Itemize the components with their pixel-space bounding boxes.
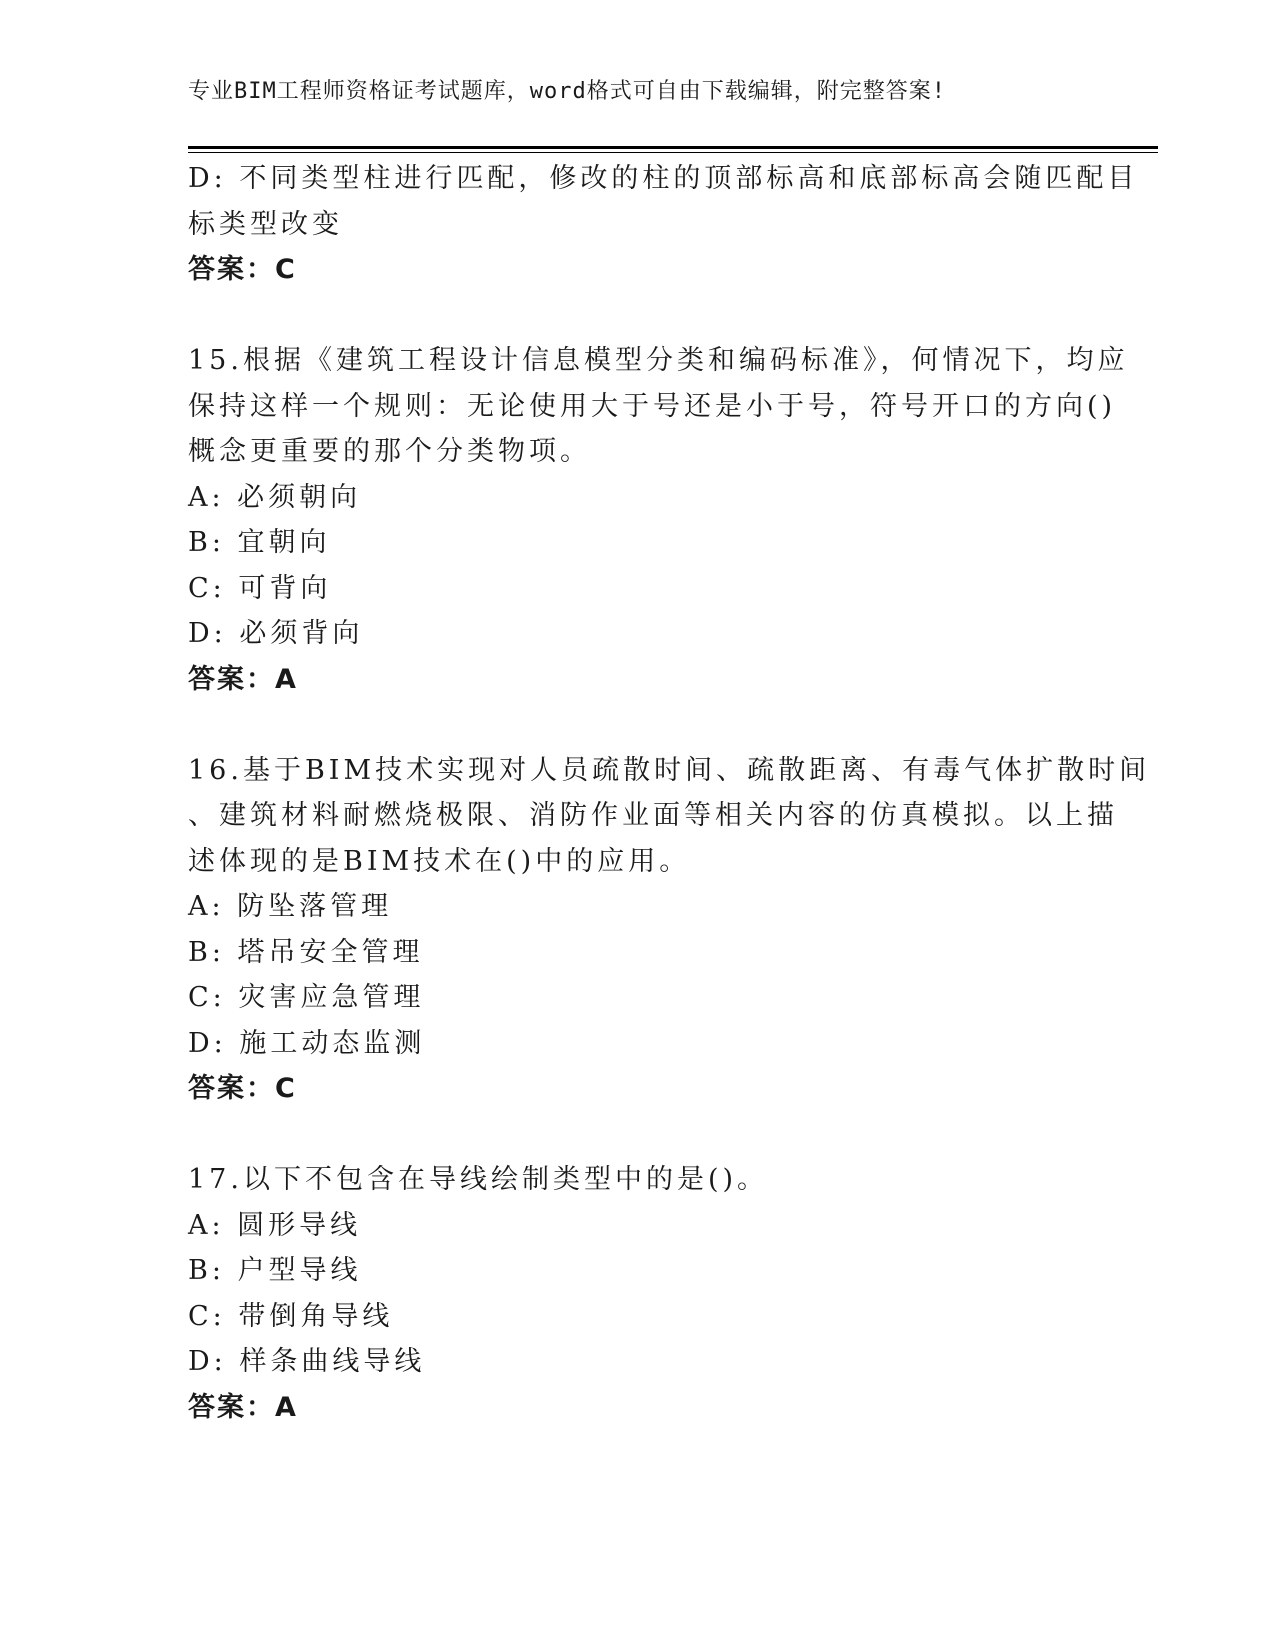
spacer <box>188 1112 1088 1158</box>
option-d: D: 施工动态监测 <box>188 1027 426 1059</box>
spacer <box>188 293 1088 339</box>
spacer <box>188 702 1088 748</box>
question-stem-line: 概念更重要的那个分类物项。 <box>188 436 591 467</box>
question-list <box>188 156 1151 1430</box>
option-b: B: 塔吊安全管理 <box>188 936 424 968</box>
answer-line: 答案：C <box>188 1073 297 1104</box>
answer-line: 答案：A <box>188 1391 298 1423</box>
question-stem-line: 、建筑材料耐燃烧极限、消防作业面等相关内容的仿真模拟。以上描 <box>188 800 1118 831</box>
question-block-16 <box>188 748 1151 1112</box>
header-rule-thick <box>188 146 1158 149</box>
option-a: A: 圆形导线 <box>188 1209 362 1241</box>
question-stem-line: 保持这样一个规则：无论使用大于号还是小于号，符号开口的方向() <box>188 390 1117 422</box>
answer-line: 答案：C <box>188 254 297 285</box>
option-c: C: 灾害应急管理 <box>188 982 425 1013</box>
option-line: D: 不同类型柱进行匹配，修改的柱的顶部标高和底部标高会随匹配目 <box>188 163 1139 194</box>
option-c: C: 可背向 <box>188 572 332 604</box>
question-stem-line: 17.以下不包含在导线绘制类型中的是()。 <box>188 1164 769 1195</box>
question-stem-line: 述体现的是BIM技术在()中的应用。 <box>188 845 691 877</box>
option-b: B: 宜朝向 <box>188 527 331 558</box>
option-c: C: 带倒角导线 <box>188 1300 394 1332</box>
answer-line: 答案：A <box>188 663 298 695</box>
option-a: A: 防坠落管理 <box>188 891 393 922</box>
option-d: D: 样条曲线导线 <box>188 1346 426 1377</box>
question-stem-line: 15.根据《建筑工程设计信息模型分类和编码标准》，何情况下，均应 <box>188 345 1129 376</box>
option-line: 标类型改变 <box>188 208 343 240</box>
question-block-15 <box>188 338 1129 702</box>
question-stem-line: 16.基于BIM技术实现对人员疏散时间、疏散距离、有毒气体扩散时间 <box>188 754 1151 786</box>
question-block-14-continued <box>188 156 1139 293</box>
page-header: 专业BIM工程师资格证考试题库，word格式可自由下载编辑，附完整答案! <box>188 79 946 104</box>
header-rule-thin <box>188 152 1158 153</box>
option-a: A: 必须朝向 <box>188 481 362 513</box>
question-block-17 <box>188 1157 1088 1430</box>
option-d: D: 必须背向 <box>188 618 364 649</box>
option-b: B: 户型导线 <box>188 1255 362 1286</box>
